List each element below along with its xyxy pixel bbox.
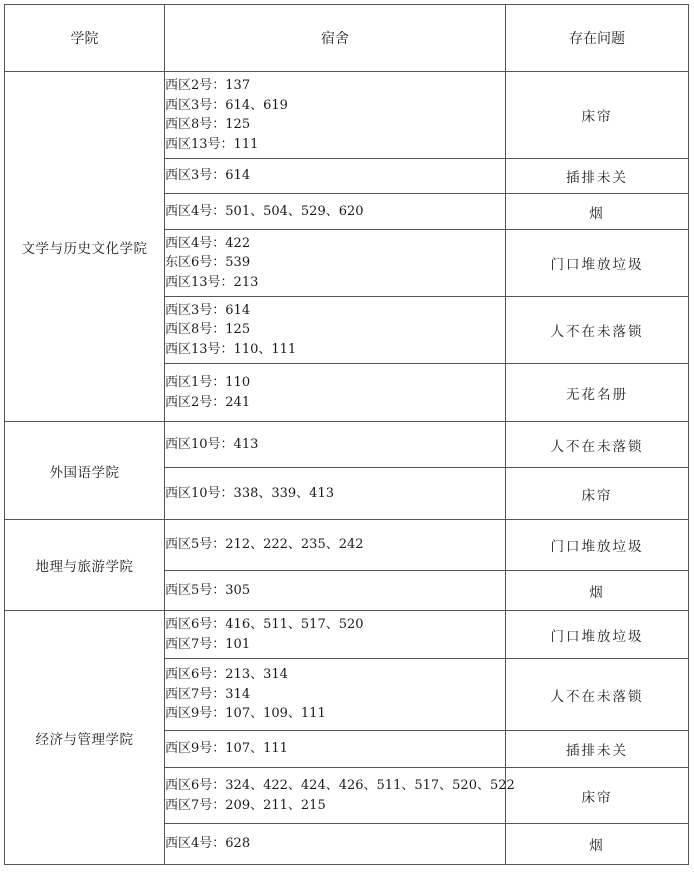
dorm-line: 西区2号：137 [165, 78, 251, 93]
dorm-line: 西区3号：614、619 [165, 97, 288, 113]
dorm-line: 西区13号：110、111 [165, 341, 297, 357]
dorm-cell [165, 768, 515, 824]
issue-cell: 床帘 [506, 768, 689, 824]
dorm-cell [165, 520, 506, 571]
table-row [5, 611, 689, 659]
dorm-line: 西区8号：125 [165, 322, 251, 338]
dorm-cell [165, 659, 506, 731]
dorm-cell [165, 731, 506, 768]
dorm-cell [165, 422, 506, 468]
dorm-line: 西区10号：413 [165, 436, 259, 452]
dorm-line: 西区9号：107、111 [165, 741, 288, 757]
dorm-cell [165, 230, 506, 297]
dorm-line: 西区5号：212、222、235、242 [165, 537, 364, 553]
dorm-line: 西区7号：209、211、215 [165, 797, 326, 813]
dorm-line: 西区4号：422 [165, 235, 251, 251]
issue-cell: 烟 [506, 571, 689, 611]
dorm-line: 西区8号：125 [165, 117, 251, 132]
dorm-cell [165, 159, 506, 194]
dorm-line: 西区4号：628 [165, 836, 251, 852]
issue-cell: 门口堆放垃圾 [506, 520, 689, 571]
table-row [5, 520, 689, 571]
dorm-cell [165, 297, 506, 364]
college-cell: 地理与旅游学院 [5, 520, 165, 611]
dorm-line: 西区13号：111 [165, 136, 259, 152]
dorm-line: 西区4号：501、504、529、620 [165, 203, 364, 219]
dorm-line: 西区6号：324、422、424、426、511、517、520、522 [165, 778, 515, 793]
college-cell: 经济与管理学院 [5, 611, 165, 865]
dorm-line: 西区3号：614 [165, 302, 251, 318]
dorm-line: 西区6号：416、511、517、520 [165, 617, 364, 632]
dorm-line: 东区6号：539 [165, 255, 251, 271]
issue-cell: 人不在未落锁 [506, 659, 689, 731]
issue-cell: 人不在未落锁 [506, 422, 689, 468]
dorm-cell [165, 72, 506, 159]
dorm-cell [165, 611, 506, 659]
issue-cell: 无花名册 [506, 364, 689, 422]
dorm-line: 西区10号：338、339、413 [165, 485, 334, 501]
issue-cell: 门口堆放垃圾 [506, 611, 689, 659]
dorm-line: 西区7号：314 [165, 686, 251, 702]
dorm-cell [165, 824, 506, 865]
issue-cell: 插排未关 [506, 731, 689, 768]
table-row [5, 422, 689, 468]
dorm-line: 西区9号：107、109、111 [165, 706, 326, 722]
issue-cell: 烟 [506, 194, 689, 230]
header-issue: 存在问题 [506, 5, 689, 72]
header-college: 学院 [5, 5, 165, 72]
dorm-cell [165, 468, 506, 520]
dorm-line: 西区5号：305 [165, 582, 251, 598]
issue-cell: 床帘 [506, 72, 689, 159]
dorm-line: 西区7号：101 [165, 636, 251, 652]
dorm-line: 西区13号：213 [165, 274, 259, 290]
college-cell: 外国语学院 [5, 422, 165, 520]
header-row [5, 5, 689, 72]
dorm-cell [165, 364, 506, 422]
dorm-line: 西区1号：110 [165, 375, 251, 390]
issue-cell: 门口堆放垃圾 [506, 230, 689, 297]
header-dorm: 宿舍 [165, 5, 506, 72]
dorm-cell [165, 571, 506, 611]
dorm-cell [165, 194, 506, 230]
dorm-inspection-table [4, 4, 689, 865]
issue-cell: 人不在未落锁 [506, 297, 689, 364]
issue-cell: 烟 [506, 824, 689, 865]
issue-cell: 插排未关 [506, 159, 689, 194]
dorm-line: 西区2号：241 [165, 394, 251, 410]
table-row [5, 72, 689, 159]
college-cell: 文学与历史文化学院 [5, 72, 165, 422]
issue-cell: 床帘 [506, 468, 689, 520]
dorm-line: 西区6号：213、314 [165, 667, 288, 683]
dorm-line: 西区3号：614 [165, 168, 251, 184]
